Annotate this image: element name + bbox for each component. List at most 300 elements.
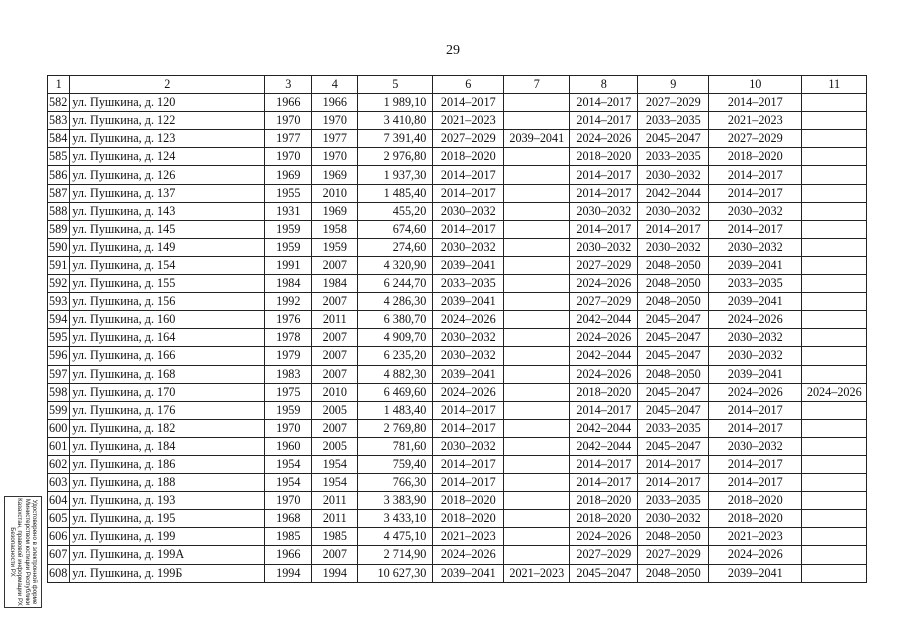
period-col10-cell: 2018–2020 xyxy=(709,492,802,510)
period-col8-cell: 2014–2017 xyxy=(570,401,638,419)
build-year-cell: 1984 xyxy=(265,275,312,293)
header-cell-3: 3 xyxy=(265,76,312,94)
period-col11-cell xyxy=(802,184,867,202)
period-col8-cell: 2042–2044 xyxy=(570,437,638,455)
area-cell: 3 410,80 xyxy=(358,112,433,130)
table-row xyxy=(48,365,867,383)
period-col7-cell: 2039–2041 xyxy=(504,130,570,148)
period-col9-cell: 2045–2047 xyxy=(638,329,709,347)
period-col6-cell: 2014–2017 xyxy=(433,474,504,492)
period-col11-cell xyxy=(802,474,867,492)
page-number: 29 xyxy=(446,43,460,58)
period-col10-cell: 2014–2017 xyxy=(709,419,802,437)
period-col11-cell xyxy=(802,94,867,112)
period-col6-cell: 2021–2023 xyxy=(433,112,504,130)
period-col8-cell: 2042–2044 xyxy=(570,347,638,365)
build-year-cell: 1970 xyxy=(265,148,312,166)
period-col11-cell xyxy=(802,546,867,564)
address-cell: ул. Пушкина, д. 120 xyxy=(70,94,265,112)
period-col10-cell: 2027–2029 xyxy=(709,130,802,148)
period-col8-cell: 2018–2020 xyxy=(570,383,638,401)
period-col10-cell: 2014–2017 xyxy=(709,220,802,238)
header-cell-10: 10 xyxy=(709,76,802,94)
address-cell: ул. Пушкина, д. 182 xyxy=(70,419,265,437)
period-col10-cell: 2030–2032 xyxy=(709,202,802,220)
period-col9-cell: 2042–2044 xyxy=(638,184,709,202)
row-number-cell: 598 xyxy=(48,383,70,401)
period-col7-cell xyxy=(504,329,570,347)
address-cell: ул. Пушкина, д. 170 xyxy=(70,383,265,401)
period-col6-cell: 2014–2017 xyxy=(433,419,504,437)
reconstruction-year-cell: 2007 xyxy=(312,293,358,311)
area-cell: 6 380,70 xyxy=(358,311,433,329)
reconstruction-year-cell: 1954 xyxy=(312,474,358,492)
table-row xyxy=(48,202,867,220)
area-cell: 4 320,90 xyxy=(358,256,433,274)
address-cell: ул. Пушкина, д. 154 xyxy=(70,256,265,274)
build-year-cell: 1966 xyxy=(265,94,312,112)
build-year-cell: 1992 xyxy=(265,293,312,311)
header-cell-9: 9 xyxy=(638,76,709,94)
period-col6-cell: 2030–2032 xyxy=(433,238,504,256)
build-year-cell: 1959 xyxy=(265,401,312,419)
period-col6-cell: 2021–2023 xyxy=(433,528,504,546)
build-year-cell: 1931 xyxy=(265,202,312,220)
address-cell: ул. Пушкина, д. 123 xyxy=(70,130,265,148)
period-col10-cell: 2018–2020 xyxy=(709,148,802,166)
period-col7-cell xyxy=(504,112,570,130)
table-row xyxy=(48,383,867,401)
reconstruction-year-cell: 2011 xyxy=(312,492,358,510)
period-col9-cell: 2033–2035 xyxy=(638,492,709,510)
period-col9-cell: 2027–2029 xyxy=(638,546,709,564)
period-col8-cell: 2018–2020 xyxy=(570,148,638,166)
table-row xyxy=(48,437,867,455)
period-col7-cell xyxy=(504,455,570,473)
reconstruction-year-cell: 2005 xyxy=(312,437,358,455)
area-cell: 4 909,70 xyxy=(358,329,433,347)
period-col6-cell: 2014–2017 xyxy=(433,401,504,419)
period-col6-cell: 2024–2026 xyxy=(433,311,504,329)
period-col9-cell: 2048–2050 xyxy=(638,528,709,546)
address-cell: ул. Пушкина, д. 126 xyxy=(70,166,265,184)
period-col8-cell: 2027–2029 xyxy=(570,293,638,311)
period-col8-cell: 2024–2026 xyxy=(570,365,638,383)
area-cell: 1 937,30 xyxy=(358,166,433,184)
row-number-cell: 585 xyxy=(48,148,70,166)
period-col8-cell: 2030–2032 xyxy=(570,238,638,256)
reconstruction-year-cell: 1958 xyxy=(312,220,358,238)
area-cell: 674,60 xyxy=(358,220,433,238)
period-col7-cell xyxy=(504,238,570,256)
period-col7-cell xyxy=(504,184,570,202)
header-cell-1: 1 xyxy=(48,76,70,94)
period-col9-cell: 2045–2047 xyxy=(638,383,709,401)
reconstruction-year-cell: 1977 xyxy=(312,130,358,148)
build-year-cell: 1959 xyxy=(265,238,312,256)
period-col7-cell xyxy=(504,275,570,293)
table-row xyxy=(48,148,867,166)
period-col9-cell: 2033–2035 xyxy=(638,419,709,437)
address-cell: ул. Пушкина, д. 143 xyxy=(70,202,265,220)
area-cell: 274,60 xyxy=(358,238,433,256)
build-year-cell: 1970 xyxy=(265,492,312,510)
table-row xyxy=(48,455,867,473)
row-number-cell: 607 xyxy=(48,546,70,564)
table-row xyxy=(48,94,867,112)
header-cell-5: 5 xyxy=(358,76,433,94)
address-cell: ул. Пушкина, д. 156 xyxy=(70,293,265,311)
period-col7-cell xyxy=(504,492,570,510)
build-year-cell: 1954 xyxy=(265,474,312,492)
period-col10-cell: 2014–2017 xyxy=(709,166,802,184)
period-col10-cell: 2024–2026 xyxy=(709,383,802,401)
period-col6-cell: 2014–2017 xyxy=(433,455,504,473)
area-cell: 6 469,60 xyxy=(358,383,433,401)
address-cell: ул. Пушкина, д. 195 xyxy=(70,510,265,528)
table-row xyxy=(48,347,867,365)
period-col11-cell xyxy=(802,401,867,419)
period-col8-cell: 2014–2017 xyxy=(570,474,638,492)
area-cell: 781,60 xyxy=(358,437,433,455)
period-col10-cell: 2039–2041 xyxy=(709,365,802,383)
area-cell: 2 769,80 xyxy=(358,419,433,437)
period-col7-cell xyxy=(504,311,570,329)
period-col9-cell: 2030–2032 xyxy=(638,166,709,184)
area-cell: 455,20 xyxy=(358,202,433,220)
period-col7-cell xyxy=(504,419,570,437)
period-col6-cell: 2030–2032 xyxy=(433,437,504,455)
header-cell-4: 4 xyxy=(312,76,358,94)
reconstruction-year-cell: 2007 xyxy=(312,347,358,365)
period-col9-cell: 2033–2035 xyxy=(638,148,709,166)
period-col6-cell: 2024–2026 xyxy=(433,383,504,401)
data-table xyxy=(47,75,867,583)
reconstruction-year-cell: 2007 xyxy=(312,546,358,564)
address-cell: ул. Пушкина, д. 199А xyxy=(70,546,265,564)
period-col11-cell xyxy=(802,419,867,437)
build-year-cell: 1979 xyxy=(265,347,312,365)
period-col7-cell xyxy=(504,474,570,492)
address-cell: ул. Пушкина, д. 145 xyxy=(70,220,265,238)
period-col10-cell: 2030–2032 xyxy=(709,329,802,347)
table-row xyxy=(48,329,867,347)
period-col7-cell xyxy=(504,166,570,184)
area-cell: 10 627,30 xyxy=(358,564,433,582)
period-col6-cell: 2018–2020 xyxy=(433,510,504,528)
period-col8-cell: 2042–2044 xyxy=(570,419,638,437)
period-col9-cell: 2014–2017 xyxy=(638,455,709,473)
build-year-cell: 1985 xyxy=(265,528,312,546)
row-number-cell: 597 xyxy=(48,365,70,383)
period-col9-cell: 2030–2032 xyxy=(638,238,709,256)
table-row xyxy=(48,474,867,492)
row-number-cell: 589 xyxy=(48,220,70,238)
build-year-cell: 1978 xyxy=(265,329,312,347)
period-col8-cell: 2024–2026 xyxy=(570,528,638,546)
period-col9-cell: 2048–2050 xyxy=(638,256,709,274)
period-col9-cell: 2045–2047 xyxy=(638,401,709,419)
row-number-cell: 595 xyxy=(48,329,70,347)
period-col9-cell: 2014–2017 xyxy=(638,474,709,492)
address-cell: ул. Пушкина, д. 124 xyxy=(70,148,265,166)
row-number-cell: 593 xyxy=(48,293,70,311)
reconstruction-year-cell: 1985 xyxy=(312,528,358,546)
address-cell: ул. Пушкина, д. 137 xyxy=(70,184,265,202)
period-col7-cell xyxy=(504,510,570,528)
period-col6-cell: 2030–2032 xyxy=(433,202,504,220)
address-cell: ул. Пушкина, д. 188 xyxy=(70,474,265,492)
reconstruction-year-cell: 1969 xyxy=(312,202,358,220)
area-cell: 1 989,10 xyxy=(358,94,433,112)
build-year-cell: 1960 xyxy=(265,437,312,455)
period-col11-cell xyxy=(802,455,867,473)
period-col9-cell: 2027–2029 xyxy=(638,94,709,112)
build-year-cell: 1983 xyxy=(265,365,312,383)
period-col10-cell: 2030–2032 xyxy=(709,238,802,256)
period-col8-cell: 2027–2029 xyxy=(570,256,638,274)
period-col10-cell: 2018–2020 xyxy=(709,510,802,528)
period-col10-cell: 2021–2023 xyxy=(709,112,802,130)
period-col11-cell xyxy=(802,275,867,293)
build-year-cell: 1955 xyxy=(265,184,312,202)
row-number-cell: 599 xyxy=(48,401,70,419)
table-row xyxy=(48,419,867,437)
period-col6-cell: 2018–2020 xyxy=(433,492,504,510)
period-col6-cell: 2039–2041 xyxy=(433,293,504,311)
period-col9-cell: 2048–2050 xyxy=(638,564,709,582)
period-col11-cell xyxy=(802,112,867,130)
period-col8-cell: 2014–2017 xyxy=(570,455,638,473)
row-number-cell: 605 xyxy=(48,510,70,528)
address-cell: ул. Пушкина, д. 149 xyxy=(70,238,265,256)
period-col10-cell: 2039–2041 xyxy=(709,256,802,274)
table-row xyxy=(48,256,867,274)
build-year-cell: 1976 xyxy=(265,311,312,329)
period-col10-cell: 2033–2035 xyxy=(709,275,802,293)
period-col8-cell: 2045–2047 xyxy=(570,564,638,582)
period-col6-cell: 2014–2017 xyxy=(433,94,504,112)
period-col11-cell xyxy=(802,510,867,528)
area-cell: 6 244,70 xyxy=(358,275,433,293)
period-col11-cell xyxy=(802,347,867,365)
area-cell: 1 483,40 xyxy=(358,401,433,419)
address-cell: ул. Пушкина, д. 160 xyxy=(70,311,265,329)
stamp-line: Казахстан, правовой информации РХ xyxy=(16,498,23,606)
period-col6-cell: 2024–2026 xyxy=(433,546,504,564)
period-col6-cell: 2033–2035 xyxy=(433,275,504,293)
period-col6-cell: 2039–2041 xyxy=(433,256,504,274)
period-col11-cell xyxy=(802,492,867,510)
reconstruction-year-cell: 2007 xyxy=(312,365,358,383)
period-col7-cell xyxy=(504,256,570,274)
period-col8-cell: 2030–2032 xyxy=(570,202,638,220)
row-number-cell: 584 xyxy=(48,130,70,148)
header-cell-6: 6 xyxy=(433,76,504,94)
reconstruction-year-cell: 1954 xyxy=(312,455,358,473)
reconstruction-year-cell: 1994 xyxy=(312,564,358,582)
reconstruction-year-cell: 2007 xyxy=(312,419,358,437)
area-cell: 3 383,90 xyxy=(358,492,433,510)
table-row xyxy=(48,184,867,202)
row-number-cell: 600 xyxy=(48,419,70,437)
period-col7-cell xyxy=(504,365,570,383)
build-year-cell: 1970 xyxy=(265,112,312,130)
period-col8-cell: 2014–2017 xyxy=(570,220,638,238)
address-cell: ул. Пушкина, д. 164 xyxy=(70,329,265,347)
period-col11-cell xyxy=(802,311,867,329)
table-row xyxy=(48,401,867,419)
period-col10-cell: 2014–2017 xyxy=(709,474,802,492)
build-year-cell: 1975 xyxy=(265,383,312,401)
period-col10-cell: 2030–2032 xyxy=(709,347,802,365)
period-col7-cell xyxy=(504,437,570,455)
period-col8-cell: 2018–2020 xyxy=(570,492,638,510)
table-row xyxy=(48,311,867,329)
build-year-cell: 1954 xyxy=(265,455,312,473)
period-col6-cell: 2018–2020 xyxy=(433,148,504,166)
period-col9-cell: 2045–2047 xyxy=(638,130,709,148)
row-number-cell: 606 xyxy=(48,528,70,546)
row-number-cell: 592 xyxy=(48,275,70,293)
header-row xyxy=(48,76,867,94)
period-col8-cell: 2014–2017 xyxy=(570,184,638,202)
header-cell-2: 2 xyxy=(70,76,265,94)
row-number-cell: 603 xyxy=(48,474,70,492)
reconstruction-year-cell: 2005 xyxy=(312,401,358,419)
period-col9-cell: 2014–2017 xyxy=(638,220,709,238)
period-col9-cell: 2048–2050 xyxy=(638,365,709,383)
period-col9-cell: 2048–2050 xyxy=(638,275,709,293)
reconstruction-year-cell: 2010 xyxy=(312,184,358,202)
reconstruction-year-cell: 1984 xyxy=(312,275,358,293)
period-col11-cell xyxy=(802,202,867,220)
table-row xyxy=(48,564,867,582)
reconstruction-year-cell: 2011 xyxy=(312,510,358,528)
stamp-line: Безопасности РХ xyxy=(8,527,16,577)
registration-stamp xyxy=(4,496,42,608)
table-row xyxy=(48,166,867,184)
reconstruction-year-cell: 2007 xyxy=(312,329,358,347)
period-col11-cell xyxy=(802,130,867,148)
period-col7-cell xyxy=(504,94,570,112)
table-row xyxy=(48,112,867,130)
period-col11-cell xyxy=(802,220,867,238)
period-col11-cell xyxy=(802,238,867,256)
row-number-cell: 583 xyxy=(48,112,70,130)
period-col7-cell xyxy=(504,383,570,401)
table-row xyxy=(48,510,867,528)
area-cell: 766,30 xyxy=(358,474,433,492)
area-cell: 7 391,40 xyxy=(358,130,433,148)
period-col8-cell: 2027–2029 xyxy=(570,546,638,564)
period-col6-cell: 2014–2017 xyxy=(433,166,504,184)
row-number-cell: 596 xyxy=(48,347,70,365)
period-col7-cell xyxy=(504,148,570,166)
stamp-line: Министерством юстиции Республики xyxy=(23,498,31,606)
period-col11-cell xyxy=(802,437,867,455)
address-cell: ул. Пушкина, д. 122 xyxy=(70,112,265,130)
period-col6-cell: 2030–2032 xyxy=(433,347,504,365)
period-col7-cell xyxy=(504,347,570,365)
period-col8-cell: 2042–2044 xyxy=(570,311,638,329)
header-cell-7: 7 xyxy=(504,76,570,94)
address-cell: ул. Пушкина, д. 155 xyxy=(70,275,265,293)
build-year-cell: 1966 xyxy=(265,546,312,564)
period-col11-cell xyxy=(802,166,867,184)
period-col10-cell: 2014–2017 xyxy=(709,184,802,202)
table-row xyxy=(48,492,867,510)
period-col9-cell: 2045–2047 xyxy=(638,437,709,455)
row-number-cell: 586 xyxy=(48,166,70,184)
row-number-cell: 602 xyxy=(48,455,70,473)
table-row xyxy=(48,220,867,238)
period-col7-cell xyxy=(504,546,570,564)
address-cell: ул. Пушкина, д. 184 xyxy=(70,437,265,455)
reconstruction-year-cell: 1969 xyxy=(312,166,358,184)
period-col9-cell: 2033–2035 xyxy=(638,112,709,130)
period-col7-cell xyxy=(504,401,570,419)
period-col7-cell xyxy=(504,202,570,220)
period-col7-cell xyxy=(504,528,570,546)
period-col8-cell: 2014–2017 xyxy=(570,166,638,184)
area-cell: 4 475,10 xyxy=(358,528,433,546)
period-col8-cell: 2014–2017 xyxy=(570,112,638,130)
row-number-cell: 594 xyxy=(48,311,70,329)
header-cell-11: 11 xyxy=(802,76,867,94)
period-col11-cell: 2024–2026 xyxy=(802,383,867,401)
address-cell: ул. Пушкина, д. 186 xyxy=(70,455,265,473)
period-col10-cell: 2021–2023 xyxy=(709,528,802,546)
period-col6-cell: 2027–2029 xyxy=(433,130,504,148)
row-number-cell: 590 xyxy=(48,238,70,256)
reconstruction-year-cell: 2010 xyxy=(312,383,358,401)
table-row xyxy=(48,546,867,564)
area-cell: 4 882,30 xyxy=(358,365,433,383)
address-cell: ул. Пушкина, д. 168 xyxy=(70,365,265,383)
address-cell: ул. Пушкина, д. 176 xyxy=(70,401,265,419)
table-row xyxy=(48,238,867,256)
build-year-cell: 1970 xyxy=(265,419,312,437)
period-col6-cell: 2030–2032 xyxy=(433,329,504,347)
build-year-cell: 1994 xyxy=(265,564,312,582)
address-cell: ул. Пушкина, д. 199Б xyxy=(70,564,265,582)
address-cell: ул. Пушкина, д. 166 xyxy=(70,347,265,365)
row-number-cell: 588 xyxy=(48,202,70,220)
build-year-cell: 1968 xyxy=(265,510,312,528)
reconstruction-year-cell: 2007 xyxy=(312,256,358,274)
period-col9-cell: 2030–2032 xyxy=(638,202,709,220)
table-row xyxy=(48,275,867,293)
period-col11-cell xyxy=(802,528,867,546)
area-cell: 1 485,40 xyxy=(358,184,433,202)
period-col8-cell: 2024–2026 xyxy=(570,329,638,347)
period-col11-cell xyxy=(802,564,867,582)
period-col7-cell xyxy=(504,293,570,311)
period-col10-cell: 2039–2041 xyxy=(709,564,802,582)
reconstruction-year-cell: 1959 xyxy=(312,238,358,256)
period-col8-cell: 2024–2026 xyxy=(570,275,638,293)
period-col10-cell: 2039–2041 xyxy=(709,293,802,311)
period-col10-cell: 2014–2017 xyxy=(709,401,802,419)
period-col6-cell: 2014–2017 xyxy=(433,184,504,202)
row-number-cell: 604 xyxy=(48,492,70,510)
period-col10-cell: 2024–2026 xyxy=(709,546,802,564)
area-cell: 3 433,10 xyxy=(358,510,433,528)
row-number-cell: 582 xyxy=(48,94,70,112)
row-number-cell: 591 xyxy=(48,256,70,274)
period-col9-cell: 2045–2047 xyxy=(638,347,709,365)
